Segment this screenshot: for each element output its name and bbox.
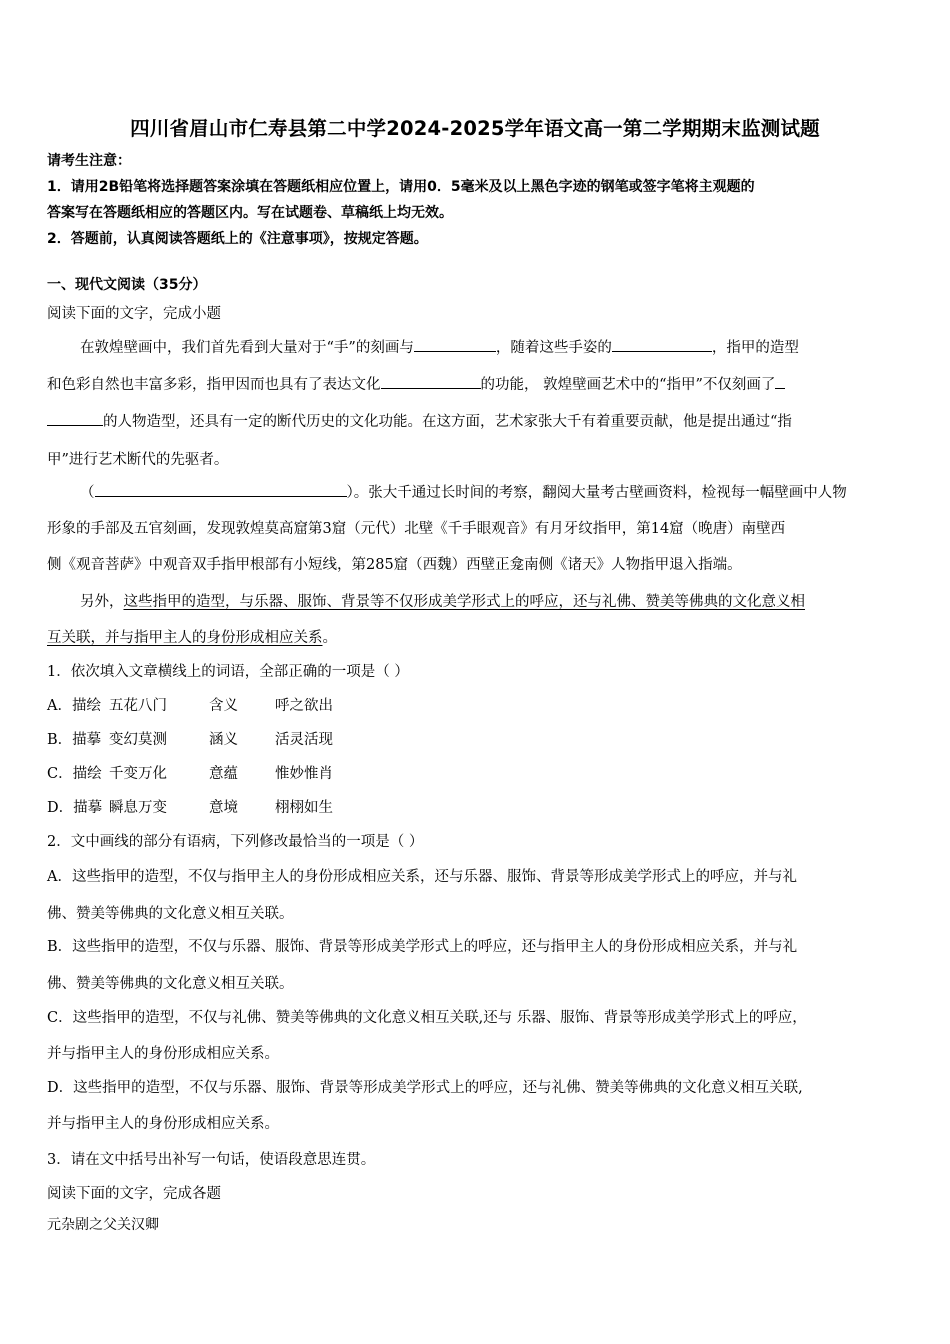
option-cell: D．描摹	[47, 800, 103, 816]
fill-blank-sentence	[95, 482, 347, 497]
notice-item-1-line-2: 答案写在答题纸相应的答题区内。写在试题卷、草稿纸上均无效。	[47, 205, 453, 221]
notice-heading: 请考生注意：	[47, 153, 131, 169]
question-1-option-d	[47, 796, 333, 817]
question-1-option-c	[47, 762, 333, 783]
fill-blank-4-end	[47, 411, 103, 426]
option-cell: 含义	[209, 698, 238, 714]
question-1-option-b	[47, 728, 333, 749]
question-2-stem: 2．文中画线的部分有语病，下列修改最恰当的一项是（ ）	[47, 834, 424, 850]
passage-p2-line-3: 侧《观音菩萨》中观音双手指甲根部有小短线，第285窟（西魏）西壁正龛南侧《诸天》人物指甲退入指端。	[47, 557, 742, 573]
fill-blank-2	[612, 337, 712, 352]
question-2-option-b-line-2: 佛、赞美等佛典的文化意义相互关联。	[47, 976, 294, 992]
question-1-stem: 1．依次填入文章横线上的词语，全部正确的一项是（ ）	[47, 664, 409, 680]
question-2-option-c-line-2: 并与指甲主人的身份形成相应关系。	[47, 1046, 279, 1062]
option-cell: 活灵活现	[275, 732, 333, 748]
question-2-option-c-line-1: C．这些指甲的造型，不仅与礼佛、赞美等佛典的文化意义相互关联,还与 乐器、服饰、背景等形成美学形式上的呼应，	[47, 1010, 807, 1026]
notice-item-2: 2．答题前，认真阅读答题纸上的《注意事项》，按规定答题。	[47, 231, 428, 247]
question-3-stem: 3．请在文中括号出补写一句话，使语段意思连贯。	[47, 1152, 376, 1168]
section-1-instruction: 阅读下面的文字，完成小题	[47, 306, 221, 322]
question-1-option-a	[47, 694, 333, 715]
section-1-heading: 一、现代文阅读（35分）	[47, 277, 207, 293]
question-2-option-d-line-2: 并与指甲主人的身份形成相应关系。	[47, 1116, 279, 1132]
option-cell: 意境	[209, 800, 238, 816]
passage-p2-line-2: 形象的手部及五官刻画，发现敦煌莫高窟第3窟（元代）北壁《千手眼观音》有月牙纹指甲，第14窟（晚唐）南壁西	[47, 521, 786, 537]
passage-p1-line-1: 在敦煌壁画中，我们首先看到大量对于“手”的刻画与 ，随着这些手姿的 ，指甲的造型	[80, 336, 942, 357]
option-cell: C．描绘	[47, 766, 102, 782]
question-2-option-d-line-1: D．这些指甲的造型，不仅与乐器、服饰、背景等形成美学形式上的呼应，还与礼佛、赞美等佛典的文化意义相互关联,	[47, 1080, 803, 1096]
option-cell: 千变万化	[109, 766, 167, 782]
option-cell: 惟妙惟肖	[275, 766, 333, 782]
fill-blank-1	[414, 337, 496, 352]
option-cell: 变幻莫测	[109, 732, 167, 748]
option-cell: 呼之欲出	[275, 698, 333, 714]
section-2-instruction: 阅读下面的文字，完成各题	[47, 1186, 221, 1202]
passage-p1-line-3: 的人物造型，还具有一定的断代历史的文化功能。在这方面，艺术家张大千有着重要贡献，他是提出通过“指	[47, 410, 909, 431]
exam-title: 四川省眉山市仁寿县第二中学2024-2025学年语文高一第二学期期末监测试题	[130, 117, 820, 140]
question-2-option-a-line-2: 佛、赞美等佛典的文化意义相互关联。	[47, 906, 294, 922]
option-cell: A．描绘	[47, 698, 101, 714]
fill-blank-3	[381, 374, 481, 389]
passage-p3-line-1: 另外，这些指甲的造型，与乐器、服饰、背景等不仅形成美学形式上的呼应，还与礼佛、赞美等佛典的文化意义相	[80, 594, 805, 610]
option-cell: 五花八门	[109, 698, 167, 714]
passage-p2-line-1: （ ）。张大千通过长时间的考察，翻阅大量考古壁画资料，检视每一幅壁画中人物	[80, 481, 942, 502]
option-cell: 瞬息万变	[109, 800, 167, 816]
underlined-sentence-part-1: 这些指甲的造型，与乐器、服饰、背景等不仅形成美学形式上的呼应，还与礼佛、赞美等佛典的文化意义相	[123, 594, 805, 610]
option-cell: 栩栩如生	[275, 800, 333, 816]
passage-p1-line-4: 甲”进行艺术断代的先驱者。	[47, 452, 229, 468]
passage-p1-line-2: 和色彩自然也丰富多彩，指甲因而也具有了表达文化 的功能， 敦煌壁画艺术中的“指甲”不仅刻画了	[47, 373, 909, 394]
article-title: 元杂剧之父关汉卿	[47, 1217, 159, 1233]
fill-blank-4-start	[775, 374, 785, 389]
option-cell: B．描摹	[47, 732, 102, 748]
notice-item-1-line-1: 1．请用2B铅笔将选择题答案涂填在答题纸相应位置上，请用0．5毫米及以上黑色字迹的钢笔或签字笔将主观题的	[47, 179, 755, 195]
question-2-option-b-line-1: B．这些指甲的造型，不仅与乐器、服饰、背景等形成美学形式上的呼应，还与指甲主人的身份形成相应关系，并与礼	[47, 939, 798, 955]
underlined-sentence-part-2: 互关联，并与指甲主人的身份形成相应关系	[47, 630, 323, 646]
passage-p3-line-2: 互关联，并与指甲主人的身份形成相应关系。	[47, 630, 337, 646]
option-cell: 涵义	[209, 732, 238, 748]
question-2-option-a-line-1: A．这些指甲的造型，不仅与指甲主人的身份形成相应关系，还与乐器、服饰、背景等形成美学形式上的呼应，并与礼	[47, 869, 797, 885]
option-cell: 意蕴	[209, 766, 238, 782]
